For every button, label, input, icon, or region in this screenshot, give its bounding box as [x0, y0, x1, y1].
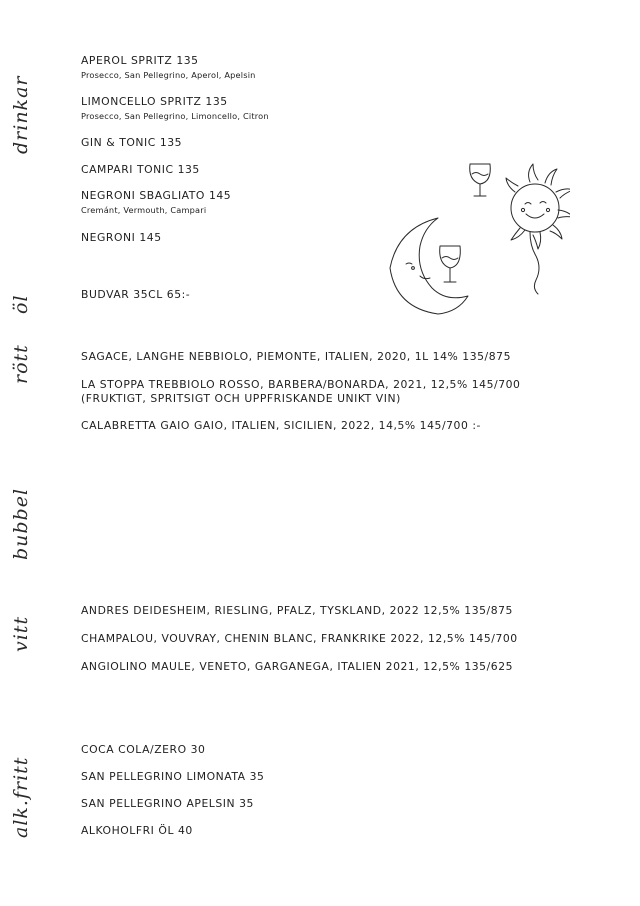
item-name: APEROL SPRITZ 135 [81, 54, 199, 67]
item-name: LA STOPPA TREBBIOLO ROSSO, BARBERA/BONARDA, 2021, 12,5% 145/700 [81, 378, 521, 391]
list-item [81, 189, 231, 216]
list-item [81, 231, 162, 245]
item-name: SAN PELLEGRINO LIMONATA 35 [81, 770, 265, 783]
list-item [81, 288, 190, 302]
heading-ol: öl [10, 294, 32, 314]
item-description: Prosecco, San Pellegrino, Limoncello, Citron [81, 111, 269, 121]
item-name: COCA COLA/ZERO 30 [81, 743, 206, 756]
item-name: ANDRES DEIDESHEIM, RIESLING, PFALZ, TYSKLAND, 2022 12,5% 135/875 [81, 604, 513, 617]
list-item [81, 136, 182, 150]
item-name: CAMPARI TONIC 135 [81, 163, 200, 176]
item-name: GIN & TONIC 135 [81, 136, 183, 149]
item-name: NEGRONI SBAGLIATO 145 [81, 189, 232, 202]
item-description: Prosecco, San Pellegrino, Aperol, Apelsin [81, 70, 256, 80]
list-item [81, 604, 513, 618]
list-item [81, 660, 513, 674]
item-name: ALKOHOLFRI ÖL 40 [81, 824, 193, 837]
list-item [81, 824, 193, 838]
heading-vitt: vitt [10, 615, 32, 652]
list-item [81, 797, 254, 811]
list-item [81, 743, 205, 757]
list-item [81, 419, 481, 433]
list-item [81, 770, 264, 784]
item-name: LIMONCELLO SPRITZ 135 [81, 95, 228, 108]
item-name-continued: (FRUKTIGT, SPRITSIGT OCH UPPFRISKANDE UNIKT VIN) [81, 392, 401, 405]
item-name: SAGACE, LANGHE NEBBIOLO, PIEMONTE, ITALIEN, 2020, 1L 14% 135/875 [81, 350, 512, 363]
heading-alk-fritt: alk.fritt [10, 756, 32, 838]
heading-ratt: rött [10, 344, 32, 384]
item-name: BUDVAR 35CL 65:- [81, 288, 191, 301]
wine-glass-icon [440, 164, 491, 282]
item-name: ANGIOLINO MAULE, VENETO, GARGANEGA, ITALIEN 2021, 12,5% 135/625 [81, 660, 514, 673]
list-item [81, 95, 269, 122]
sun-moon-illustration [380, 148, 570, 318]
list-item [81, 632, 518, 646]
list-item [81, 378, 520, 406]
item-name: SAN PELLEGRINO APELSIN 35 [81, 797, 254, 810]
moon-icon [390, 218, 468, 314]
item-description: Cremánt, Vermouth, Campari [81, 205, 207, 215]
heading-bubbel: bubbel [10, 487, 32, 560]
sun-icon [506, 164, 570, 294]
list-item [81, 54, 256, 81]
item-name: CALABRETTA GAIO GAIO, ITALIEN, SICILIEN, 2022, 14,5% 145/700 :- [81, 419, 482, 432]
item-name: CHAMPALOU, VOUVRAY, CHENIN BLANC, FRANKRIKE 2022, 12,5% 145/700 [81, 632, 518, 645]
list-item [81, 163, 200, 177]
heading-drinkar: drinkar [10, 75, 32, 154]
list-item [81, 350, 511, 364]
item-name: NEGRONI 145 [81, 231, 162, 244]
